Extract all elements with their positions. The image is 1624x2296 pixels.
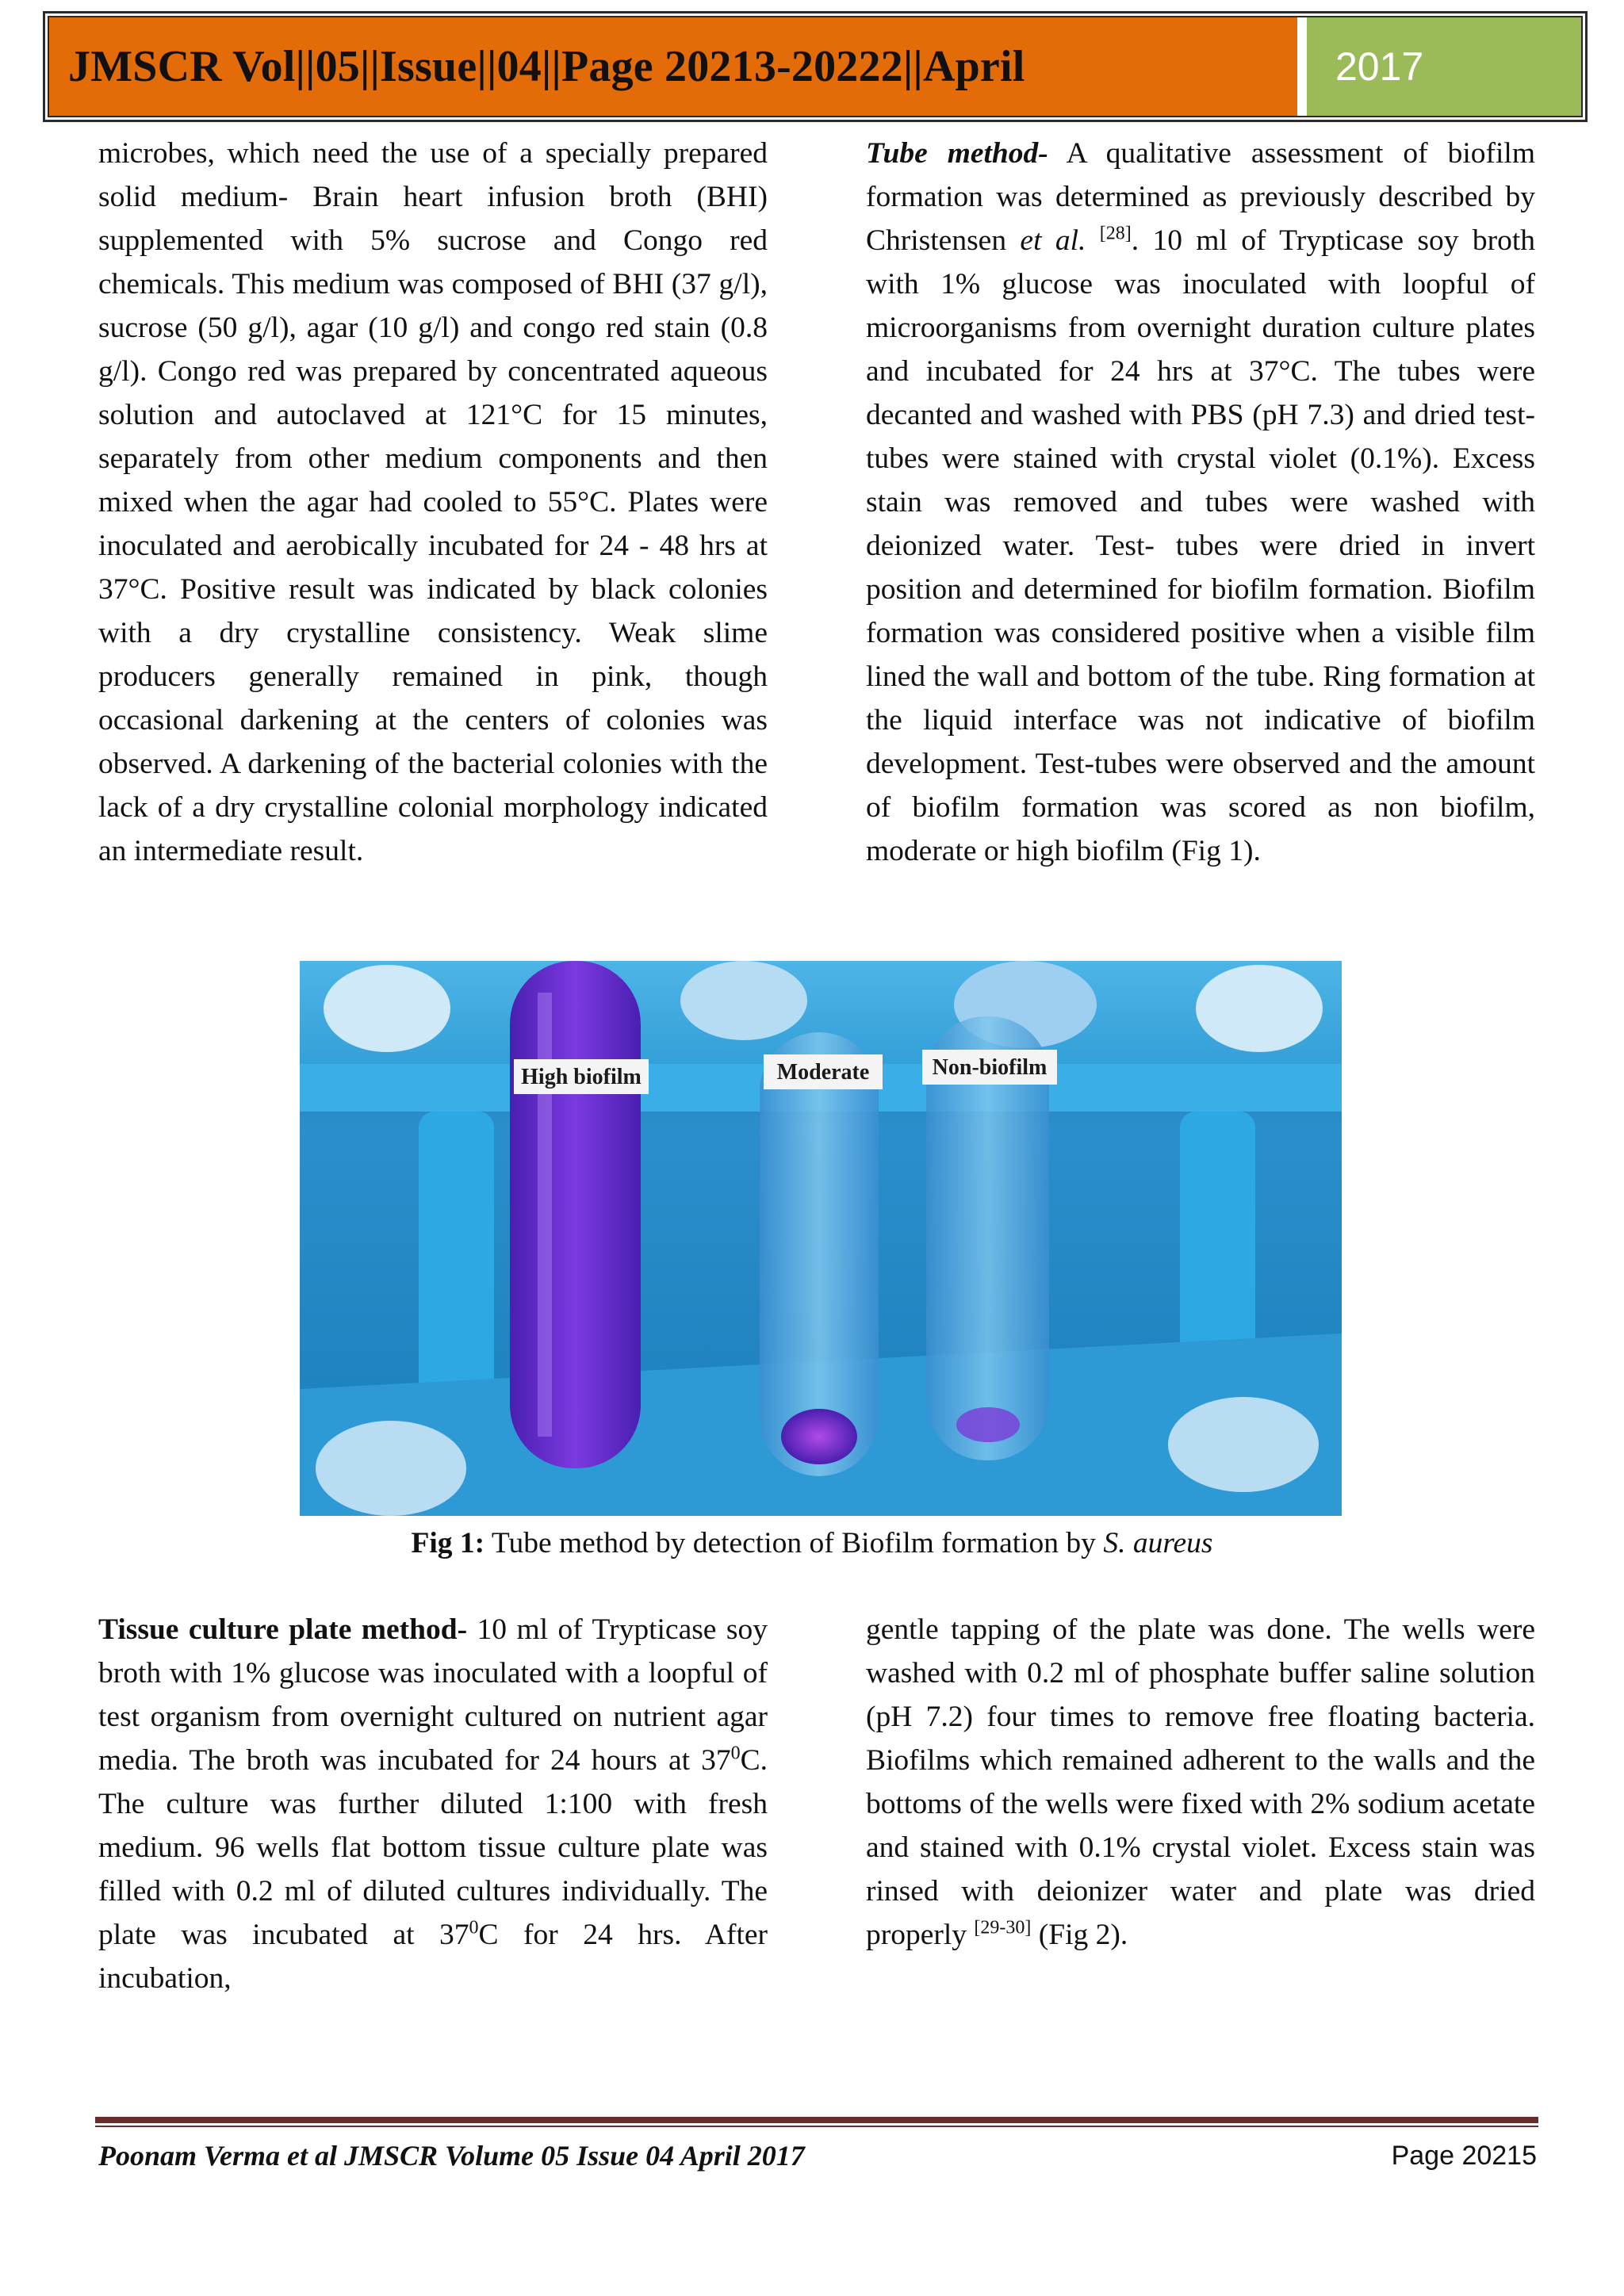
figure-tube-photo — [300, 961, 1342, 1516]
label-moderate: Moderate — [776, 1060, 870, 1085]
column-right-top — [866, 132, 1535, 873]
rack-pillar — [419, 1112, 494, 1421]
tissue-text-c: C for 24 hrs. After incubation, — [98, 1919, 768, 1995]
tissue-text-a: 10 ml of Trypticase soy broth with 1% glucose was inoculated with a loopful of test organism from overnight cultured on nutrient agar media. The broth was incubated for 24 hours at 37 — [98, 1613, 768, 1777]
et-al: et al. — [1020, 224, 1086, 257]
label-high-biofilm: High biofilm — [521, 1065, 642, 1089]
caption-text: Tube method by detection of Biofilm formation by — [485, 1527, 1104, 1559]
figure-caption — [0, 1526, 1624, 1560]
rack-base-hole — [316, 1421, 466, 1516]
tube-method-text-b: . 10 ml of Trypticase soy broth with 1% glucose was inoculated with loopful of microorganisms from overnight duration culture plates and incubated for 24 hrs at 37°C. The tubes were decanted and washed with PBS (pH 7.3) and dried test-tubes were stained with crystal violet (0.1%). Excess stain was removed and tubes were washed with deionized water. Test- tubes were dried in invert position and determined for biofilm formation. Biofilm formation was considered positive when a visible film lined the wall and bottom of the tube. Ring formation at the liquid interface was not indicative of biofilm development. Test-tubes were observed and the amount of biofilm formation was scored as non biofilm, moderate or high biofilm (Fig 1). — [866, 224, 1536, 867]
header-title-box — [49, 17, 1297, 116]
tube-method-text-a: A qualitative assessment of biofilm formation was determined as previously described by Christensen — [866, 137, 1535, 257]
tube-non-biofilm-stain — [956, 1407, 1020, 1442]
label-non-biofilm: Non-biofilm — [932, 1055, 1048, 1080]
tube-high-biofilm — [510, 961, 641, 1468]
paragraph-plate-washing — [866, 1608, 1535, 1957]
rack-hole — [1196, 965, 1323, 1052]
header-separator — [1297, 17, 1307, 116]
plate-text-b: (Fig 2). — [1031, 1919, 1128, 1951]
caption-species: S. aureus — [1103, 1527, 1213, 1559]
degree-sup-2: 0 — [469, 1917, 479, 1938]
paragraph-tissue-culture — [98, 1608, 768, 2000]
rack-hole — [324, 965, 450, 1052]
rack-base-hole — [1168, 1397, 1319, 1492]
citation-28: [28] — [1099, 223, 1132, 244]
footer-rule-thick — [95, 2117, 1538, 2123]
tissue-culture-heading: Tissue culture plate method- — [98, 1613, 468, 1646]
tube-moderate-stain — [781, 1409, 857, 1464]
footer-rule — [95, 2117, 1538, 2127]
caption-label: Fig 1: — [411, 1527, 485, 1559]
footer-citation: Poonam Verma et al JMSCR Volume 05 Issue 04 April 2017 — [98, 2140, 805, 2172]
header-year-box — [1307, 17, 1581, 116]
paragraph-congo-red: microbes, which need the use of a specially prepared solid medium- Brain heart infusion broth (BHI) supplemented with 5% sucrose and Congo red chemicals. This medium was composed of BHI (37 g/l), sucrose (50 g/l), agar (10 g/l) and congo red stain (0.8 g/l). Congo red was prepared by concentrated aqueous solution and autoclaved at 121°C for 15 minutes, separately from other medium components and then mixed when the agar had cooled to 55°C. Plates were inoculated and aerobically incubated for 24 - 48 hrs at 37°C. Positive result was indicated by black colonies with a dry crystalline consistency. Weak slime producers generally remained in pink, though occasional darkening at the centers of colonies was observed. A darkening of the bacterial colonies with the lack of a dry crystalline colonial morphology indicated an intermediate result. — [98, 137, 768, 867]
journal-year: 2017 — [1335, 44, 1424, 89]
citation-29-30: [29-30] — [974, 1917, 1032, 1938]
column-right-bottom — [866, 1608, 1535, 1957]
tube-rack-illustration — [300, 961, 1342, 1516]
tube-method-heading: Tube method- — [866, 137, 1048, 170]
column-left-bottom — [98, 1608, 768, 2000]
degree-sup-1: 0 — [730, 1743, 741, 1764]
footer-page-number: Page 20215 — [1391, 2141, 1537, 2171]
paragraph-tube-method — [866, 132, 1535, 873]
column-left-top — [98, 132, 768, 873]
journal-title: JMSCR Vol||05||Issue||04||Page 20213-20222||April — [68, 42, 1025, 91]
plate-text-a: gentle tapping of the plate was done. The wells were washed with 0.2 ml of phosphate buffer saline solution (pH 7.2) four times to remove free floating bacteria. Biofilms which remained adherent to the walls and the bottoms of the wells were fixed with 2% sodium acetate and stained with 0.1% crystal violet. Excess stain was rinsed with deionizer water and plate was dried properly — [866, 1613, 1535, 1951]
footer-rule-thin — [95, 2126, 1538, 2127]
rack-hole — [680, 961, 807, 1040]
journal-header — [48, 16, 1583, 117]
tissue-text-b: C. The culture was further diluted 1:100 with fresh medium. 96 wells flat bottom tissue culture plate was filled with 0.2 ml of diluted cultures individually. The plate was incubated at 37 — [98, 1744, 768, 1951]
